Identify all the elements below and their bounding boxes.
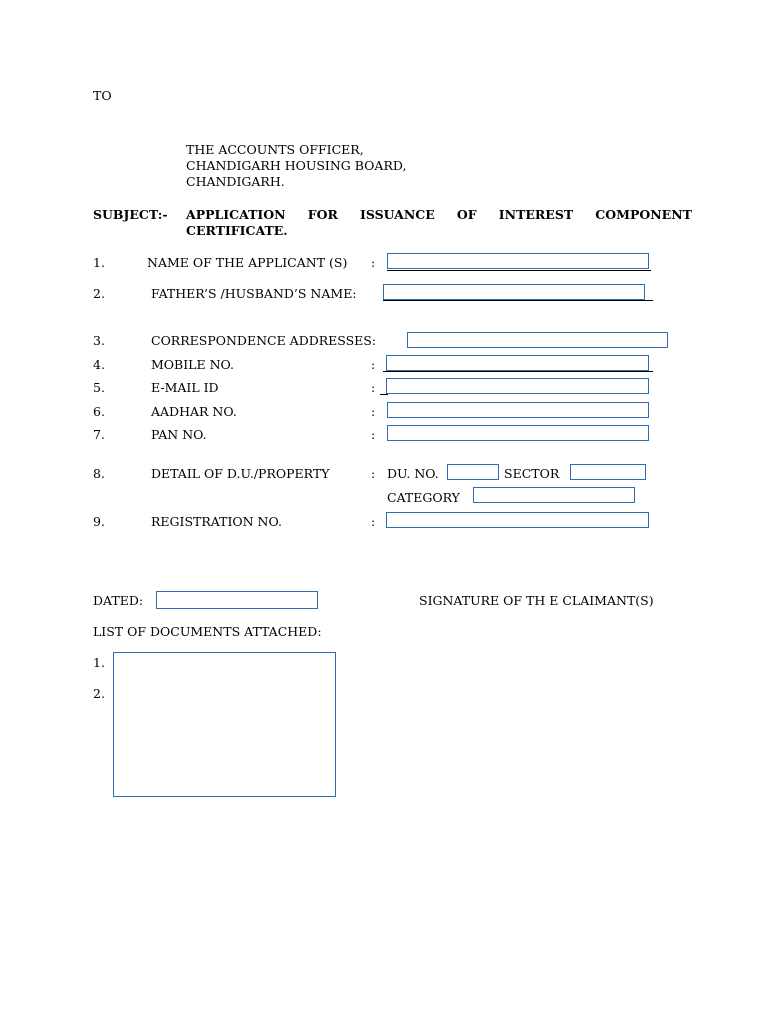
- underline: [383, 371, 653, 372]
- dated-field[interactable]: [156, 591, 318, 609]
- du-number-label: DU. NO.: [387, 466, 439, 481]
- field-5-label: E-MAIL ID: [151, 380, 219, 395]
- field-8-colon: :: [371, 466, 376, 481]
- field-7-colon: :: [371, 427, 376, 442]
- subject-word: APPLICATION: [186, 207, 286, 222]
- field-8-number: 8.: [93, 466, 105, 481]
- signature-label: SIGNATURE OF TH E CLAIMANT(S): [419, 593, 654, 608]
- du-number-field[interactable]: [447, 464, 499, 480]
- applicant-name-field[interactable]: [387, 253, 649, 269]
- recipient-line-1: THE ACCOUNTS OFFICER,: [186, 142, 364, 157]
- field-4-number: 4.: [93, 357, 105, 372]
- subject-word: FOR: [307, 207, 338, 222]
- subject-label: SUBJECT:-: [93, 207, 168, 222]
- underline: [387, 270, 651, 271]
- father-husband-name-field[interactable]: [383, 284, 645, 300]
- sector-field[interactable]: [570, 464, 646, 480]
- subject-word: ISSUANCE: [360, 207, 435, 222]
- field-5-colon: :: [371, 380, 376, 395]
- field-6-colon: :: [371, 404, 376, 419]
- subject-word: OF: [456, 207, 477, 222]
- registration-number-field[interactable]: [386, 512, 649, 528]
- field-9-colon: :: [371, 514, 376, 529]
- pan-number-field[interactable]: [387, 425, 649, 441]
- document-number-1: 1.: [93, 655, 105, 670]
- field-3-label: CORRESPONDENCE ADDRESSES:: [151, 333, 377, 348]
- recipient-line-2: CHANDIGARH HOUSING BOARD,: [186, 158, 407, 173]
- document-number-2: 2.: [93, 686, 105, 701]
- field-2-number: 2.: [93, 286, 105, 301]
- documents-attached-field[interactable]: [113, 652, 336, 797]
- to-label: TO: [93, 88, 112, 103]
- field-4-colon: :: [371, 357, 376, 372]
- underline: [383, 300, 653, 301]
- underline: [380, 394, 388, 395]
- field-3-number: 3.: [93, 333, 105, 348]
- subject-word: COMPONENT: [595, 207, 692, 222]
- field-7-label: PAN NO.: [151, 427, 207, 442]
- subject-line-1: [186, 207, 692, 223]
- sector-label: SECTOR: [504, 466, 560, 481]
- field-6-number: 6.: [93, 404, 105, 419]
- field-1-number: 1.: [93, 255, 105, 270]
- field-7-number: 7.: [93, 427, 105, 442]
- mobile-number-field[interactable]: [386, 355, 649, 371]
- documents-label: LIST OF DOCUMENTS ATTACHED:: [93, 624, 322, 639]
- field-1-label: NAME OF THE APPLICANT (S): [147, 255, 348, 270]
- field-1-colon: :: [371, 255, 376, 270]
- aadhar-number-field[interactable]: [387, 402, 649, 418]
- email-field[interactable]: [386, 378, 649, 394]
- correspondence-address-field[interactable]: [407, 332, 668, 348]
- category-label: CATEGORY: [387, 490, 460, 505]
- subject-word: INTEREST: [498, 207, 574, 222]
- field-9-label: REGISTRATION NO.: [151, 514, 282, 529]
- field-5-number: 5.: [93, 380, 105, 395]
- subject-line-2: CERTIFICATE.: [186, 223, 288, 238]
- field-8-label: DETAIL OF D.U./PROPERTY: [151, 466, 330, 481]
- dated-label: DATED:: [93, 593, 144, 608]
- subject-text: [186, 207, 692, 239]
- category-field[interactable]: [473, 487, 635, 503]
- field-9-number: 9.: [93, 514, 105, 529]
- field-4-label: MOBILE NO.: [151, 357, 234, 372]
- recipient-line-3: CHANDIGARH.: [186, 174, 285, 189]
- field-6-label: AADHAR NO.: [151, 404, 237, 419]
- field-2-label: FATHER’S /HUSBAND’S NAME:: [151, 286, 357, 301]
